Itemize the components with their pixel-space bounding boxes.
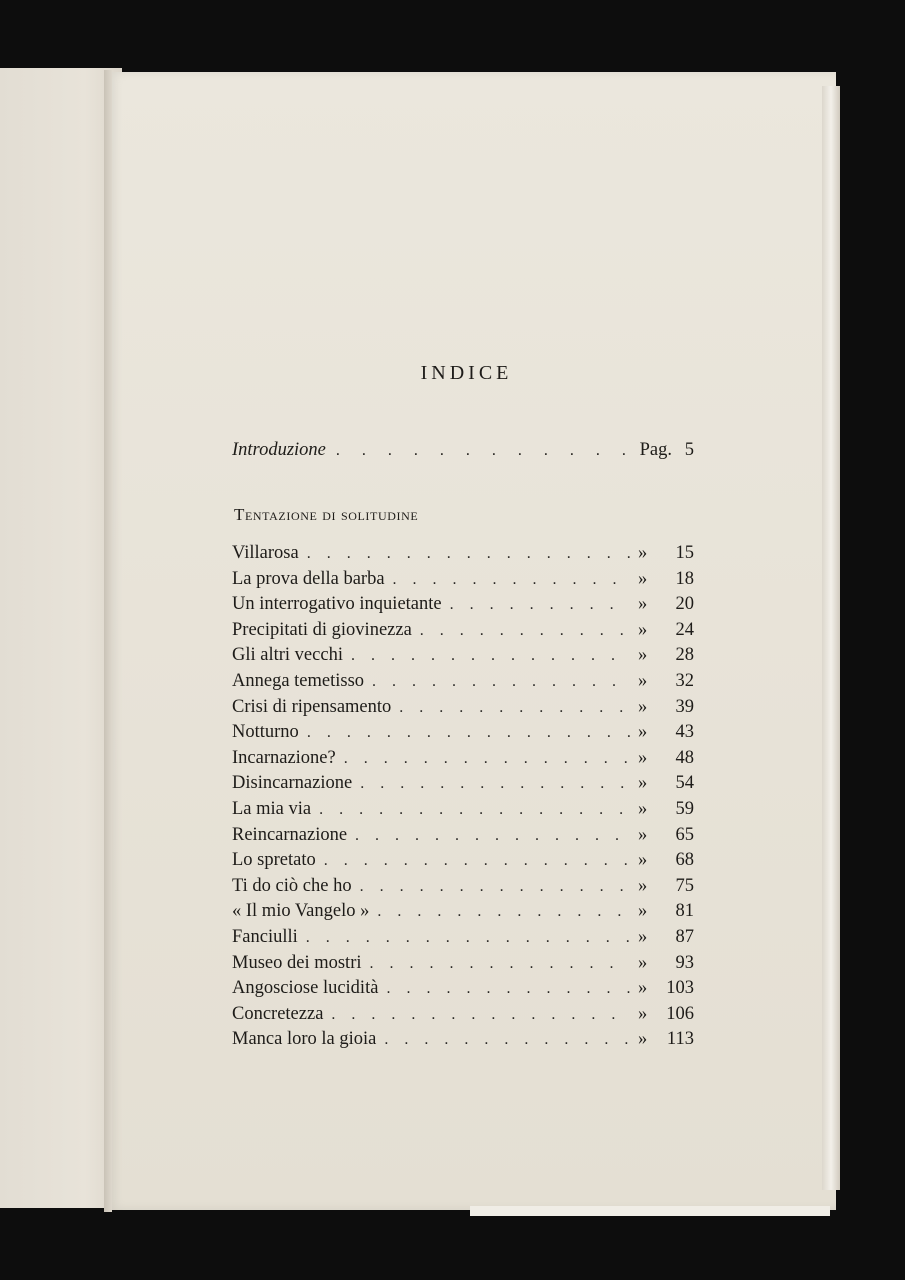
- toc-entry: [232, 976, 694, 1002]
- ditto-mark: »: [638, 952, 648, 973]
- dot-leader: [306, 925, 630, 951]
- toc-entry-label: La mia via: [232, 798, 312, 819]
- ditto-mark: »: [638, 901, 648, 922]
- toc-entry: [232, 541, 694, 567]
- dot-leader: [351, 643, 630, 669]
- toc-entry: [232, 695, 694, 721]
- toc-entry-page: 48: [675, 747, 694, 768]
- toc-entry: [232, 669, 694, 695]
- toc-entry: [232, 797, 694, 823]
- toc-entry-page: 81: [675, 901, 694, 922]
- toc-entry-label: Museo dei mostri: [232, 952, 362, 973]
- ditto-mark: »: [638, 926, 648, 947]
- ditto-mark: »: [638, 722, 648, 743]
- toc-entry-page: 54: [675, 773, 694, 794]
- toc-entry: [232, 771, 694, 797]
- dot-leader: [393, 567, 630, 593]
- toc-entry: [232, 874, 694, 900]
- page-prefix: Pag.: [639, 440, 672, 460]
- toc-entry-page: 65: [675, 824, 694, 845]
- ditto-mark: »: [638, 978, 648, 999]
- toc-entry: [232, 823, 694, 849]
- toc-entry-page: 18: [675, 568, 694, 589]
- toc-entry-label: Concretezza: [232, 1003, 324, 1024]
- dot-leader: [307, 720, 630, 746]
- dot-leader: [384, 1027, 630, 1053]
- toc-entry: [232, 1002, 694, 1028]
- toc-entry-label: « Il mio Vangelo »: [232, 901, 370, 922]
- page-edge: [822, 86, 840, 1190]
- dot-leader: [324, 848, 630, 874]
- dot-leader: [420, 618, 630, 644]
- dot-leader: [344, 746, 630, 772]
- toc-entry: [232, 848, 694, 874]
- toc-entry-label: Incarnazione?: [232, 747, 336, 768]
- introduction-page: 5: [684, 440, 694, 460]
- toc-entry-page: 75: [675, 875, 694, 896]
- toc-entry: [232, 567, 694, 593]
- toc-entry: [232, 951, 694, 977]
- toc-entry-page: 106: [666, 1003, 694, 1024]
- ditto-mark: »: [638, 543, 648, 563]
- dot-leader: [399, 695, 630, 721]
- toc-entry-label: Ti do ciò che ho: [232, 875, 352, 896]
- toc-entry-label: Gli altri vecchi: [232, 645, 343, 666]
- ditto-mark: »: [638, 696, 648, 717]
- dot-leader: [319, 797, 630, 823]
- toc-entry: [232, 1027, 694, 1053]
- toc-entry: [232, 746, 694, 772]
- toc-entry-label: Disincarnazione: [232, 773, 353, 794]
- dot-leader: [372, 669, 630, 695]
- toc-entry-label: Annega temetisso: [232, 670, 365, 691]
- ditto-mark: »: [638, 645, 648, 666]
- ditto-mark: »: [638, 568, 648, 589]
- toc-entry-page: 113: [666, 1029, 694, 1050]
- toc-list: [232, 541, 694, 1053]
- dot-leader: [377, 899, 630, 925]
- book-spine: [104, 70, 112, 1212]
- toc-entry: [232, 899, 694, 925]
- dot-leader: [360, 874, 630, 900]
- toc-entry-page: 15: [675, 543, 694, 563]
- dot-leader: [360, 771, 630, 797]
- toc-entry-page: 24: [675, 619, 694, 640]
- toc-entry-page: 32: [675, 670, 694, 691]
- bottom-page-edge: [470, 1206, 830, 1216]
- dot-leader: [370, 951, 631, 977]
- ditto-mark: »: [638, 773, 648, 794]
- toc-entry-label: Crisi di ripensamento: [232, 696, 392, 717]
- introduction-entry: [232, 440, 694, 461]
- dot-leader: [307, 541, 630, 567]
- ditto-mark: »: [638, 1003, 648, 1024]
- dot-leader: [331, 1002, 630, 1028]
- toc-entry-page: 20: [675, 594, 694, 615]
- toc-entry-label: Lo spretato: [232, 850, 316, 871]
- toc-entry-page: 103: [666, 978, 694, 999]
- ditto-mark: »: [638, 798, 648, 819]
- toc-entry-label: Notturno: [232, 722, 299, 743]
- toc-entry-label: Precipitati di giovinezza: [232, 619, 412, 640]
- ditto-mark: »: [638, 619, 648, 640]
- toc-entry: [232, 592, 694, 618]
- toc-entry-page: 28: [675, 645, 694, 666]
- ditto-mark: »: [638, 594, 648, 615]
- ditto-mark: »: [638, 1029, 648, 1050]
- dot-leader: [355, 823, 630, 849]
- toc-entry-label: Manca loro la gioia: [232, 1029, 377, 1050]
- toc-entry-label: Reincarnazione: [232, 824, 348, 845]
- section-heading: Tentazione di solitudine: [234, 505, 419, 524]
- toc-entry-page: 39: [675, 696, 694, 717]
- toc-entry-page: 59: [675, 798, 694, 819]
- toc-entry-page: 68: [675, 850, 694, 871]
- ditto-mark: »: [638, 850, 648, 871]
- toc-entry: [232, 925, 694, 951]
- toc-entry-page: 93: [675, 952, 694, 973]
- ditto-mark: »: [638, 670, 648, 691]
- index-title: INDICE: [420, 362, 513, 384]
- ditto-mark: »: [638, 824, 648, 845]
- toc-entry: [232, 643, 694, 669]
- toc-entry: [232, 618, 694, 644]
- dot-leader: [386, 976, 630, 1002]
- toc-entry-label: Villarosa: [232, 543, 299, 563]
- dot-leader: [336, 442, 630, 460]
- ditto-mark: »: [638, 875, 648, 896]
- ditto-mark: »: [638, 747, 648, 768]
- toc-entry-page: 87: [675, 926, 694, 947]
- toc-entry-label: La prova della barba: [232, 568, 385, 589]
- toc-entry: [232, 720, 694, 746]
- toc-entry-label: Un interrogativo inquietante: [232, 594, 442, 615]
- toc-entry-page: 43: [675, 722, 694, 743]
- toc-entry-label: Fanciulli: [232, 926, 298, 947]
- toc-entry-label: Angosciose lucidità: [232, 978, 379, 999]
- dot-leader: [450, 592, 630, 618]
- introduction-label: Introduzione: [232, 440, 326, 460]
